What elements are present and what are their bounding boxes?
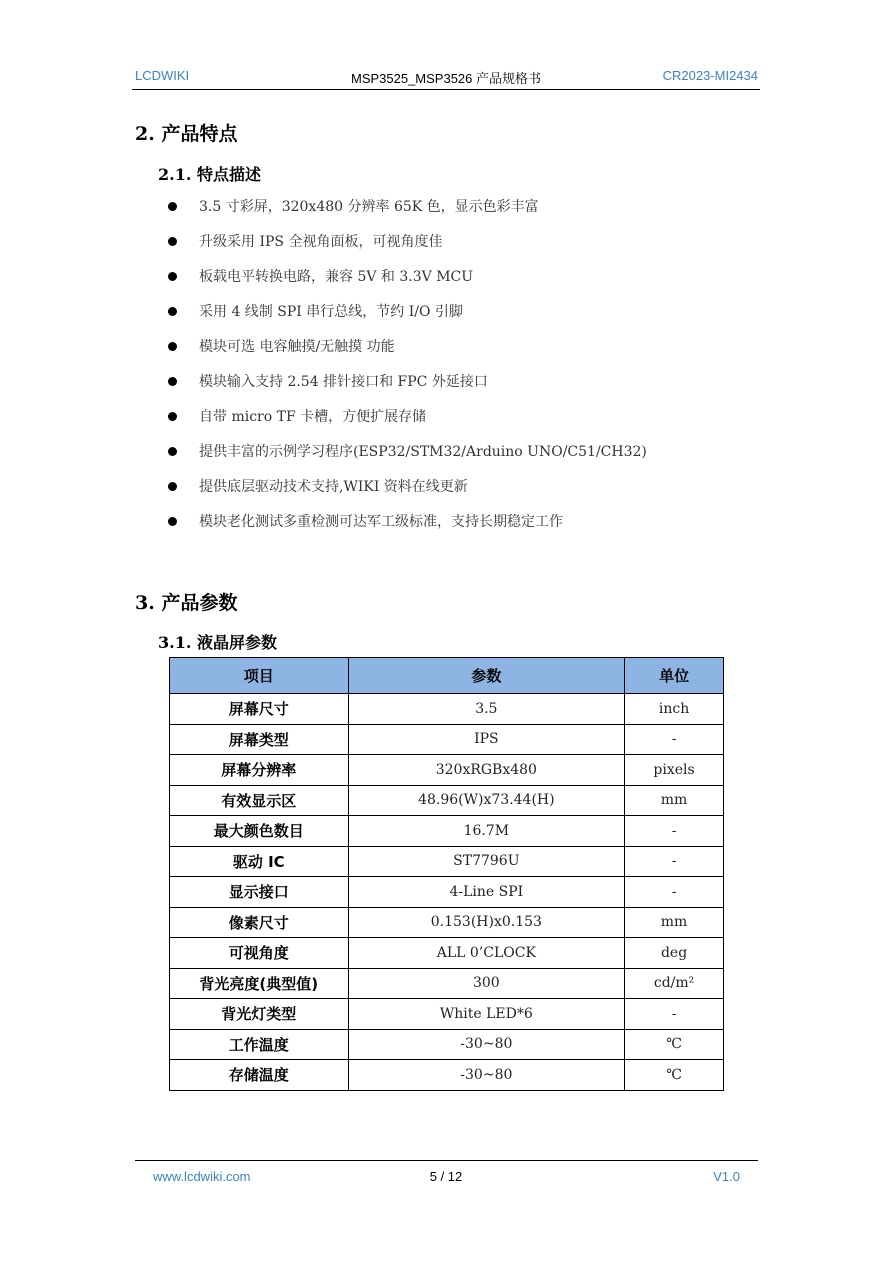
table-row bbox=[170, 938, 724, 969]
page-number: 5 / 12 bbox=[429, 1169, 463, 1184]
subsection-3-1-heading: 3.1. 液晶屏参数 bbox=[158, 633, 277, 652]
row-unit: cd/m² bbox=[625, 968, 724, 999]
row-label: 背光灯类型 bbox=[170, 999, 349, 1030]
list-item bbox=[168, 441, 647, 476]
row-unit: - bbox=[625, 724, 724, 755]
bullet-icon bbox=[168, 272, 177, 281]
feature-text: 3.5 寸彩屏，320x480 分辨率 65K 色，显示色彩丰富 bbox=[199, 199, 539, 215]
lcd-spec-table bbox=[169, 657, 724, 1091]
section-3-heading: 3. 产品参数 bbox=[135, 592, 238, 614]
row-unit: deg bbox=[625, 938, 724, 969]
feature-text: 采用 4 线制 SPI 串行总线，节约 I/O 引脚 bbox=[199, 304, 463, 320]
table-row bbox=[170, 755, 724, 786]
row-value: White LED*6 bbox=[348, 999, 625, 1030]
row-value: IPS bbox=[348, 724, 625, 755]
row-label: 可视角度 bbox=[170, 938, 349, 969]
row-unit: - bbox=[625, 877, 724, 908]
row-unit: mm bbox=[625, 907, 724, 938]
header-doc-title: MSP3525_MSP3526 产品规格书 bbox=[350, 71, 542, 86]
table-row bbox=[170, 907, 724, 938]
list-item bbox=[168, 196, 647, 231]
row-value: 48.96(W)x73.44(H) bbox=[348, 785, 625, 816]
bullet-icon bbox=[168, 202, 177, 211]
row-label: 屏幕分辨率 bbox=[170, 755, 349, 786]
row-unit: - bbox=[625, 816, 724, 847]
list-item bbox=[168, 476, 647, 511]
section-2-heading: 2. 产品特点 bbox=[135, 123, 238, 145]
header-divider bbox=[132, 89, 760, 90]
row-unit: - bbox=[625, 846, 724, 877]
row-label: 像素尺寸 bbox=[170, 907, 349, 938]
row-label: 显示接口 bbox=[170, 877, 349, 908]
table-header-row bbox=[170, 658, 724, 694]
table-row bbox=[170, 816, 724, 847]
row-value: ST7796U bbox=[348, 846, 625, 877]
bullet-icon bbox=[168, 377, 177, 386]
row-value: 0.153(H)x0.153 bbox=[348, 907, 625, 938]
header-left-brand: LCDWIKI bbox=[135, 68, 190, 83]
row-label: 有效显示区 bbox=[170, 785, 349, 816]
feature-text: 模块可选 电容触摸/无触摸 功能 bbox=[199, 339, 395, 355]
bullet-icon bbox=[168, 412, 177, 421]
row-value: 300 bbox=[348, 968, 625, 999]
list-item bbox=[168, 301, 647, 336]
column-header-parameter: 参数 bbox=[348, 658, 625, 694]
row-value: ALL 0’CLOCK bbox=[348, 938, 625, 969]
feature-text: 提供底层驱动技术支持,WIKI 资料在线更新 bbox=[199, 479, 468, 495]
list-item bbox=[168, 336, 647, 371]
footer-version: V1.0 bbox=[713, 1169, 740, 1184]
table-row bbox=[170, 968, 724, 999]
table-row bbox=[170, 694, 724, 725]
row-unit: ℃ bbox=[625, 1060, 724, 1091]
bullet-icon bbox=[168, 482, 177, 491]
bullet-icon bbox=[168, 342, 177, 351]
row-unit: inch bbox=[625, 694, 724, 725]
feature-list bbox=[168, 196, 647, 546]
row-unit: - bbox=[625, 999, 724, 1030]
feature-text: 模块输入支持 2.54 排针接口和 FPC 外延接口 bbox=[199, 374, 488, 390]
table-row bbox=[170, 724, 724, 755]
row-label: 最大颜色数目 bbox=[170, 816, 349, 847]
row-unit: pixels bbox=[625, 755, 724, 786]
row-label: 存储温度 bbox=[170, 1060, 349, 1091]
row-label: 屏幕尺寸 bbox=[170, 694, 349, 725]
row-value: 16.7M bbox=[348, 816, 625, 847]
row-label: 屏幕类型 bbox=[170, 724, 349, 755]
table-row bbox=[170, 877, 724, 908]
row-value: -30~80 bbox=[348, 1029, 625, 1060]
list-item bbox=[168, 231, 647, 266]
row-label: 背光亮度(典型值) bbox=[170, 968, 349, 999]
list-item bbox=[168, 266, 647, 301]
row-value: 320xRGBx480 bbox=[348, 755, 625, 786]
column-header-item: 项目 bbox=[170, 658, 349, 694]
subsection-2-1-heading: 2.1. 特点描述 bbox=[158, 165, 261, 184]
column-header-unit: 单位 bbox=[625, 658, 724, 694]
table-row bbox=[170, 846, 724, 877]
row-value: 4-Line SPI bbox=[348, 877, 625, 908]
footer-divider bbox=[135, 1160, 758, 1161]
bullet-icon bbox=[168, 517, 177, 526]
row-label: 驱动 IC bbox=[170, 846, 349, 877]
table-row bbox=[170, 785, 724, 816]
table-row bbox=[170, 999, 724, 1030]
row-value: -30~80 bbox=[348, 1060, 625, 1091]
table-row bbox=[170, 1029, 724, 1060]
footer-website-link[interactable]: www.lcdwiki.com bbox=[153, 1169, 251, 1184]
feature-text: 模块老化测试多重检测可达军工级标准，支持长期稳定工作 bbox=[199, 514, 563, 530]
list-item bbox=[168, 406, 647, 441]
row-label: 工作温度 bbox=[170, 1029, 349, 1060]
bullet-icon bbox=[168, 447, 177, 456]
row-unit: mm bbox=[625, 785, 724, 816]
row-value: 3.5 bbox=[348, 694, 625, 725]
feature-text: 板载电平转换电路，兼容 5V 和 3.3V MCU bbox=[199, 269, 474, 285]
list-item bbox=[168, 371, 647, 406]
table-row bbox=[170, 1060, 724, 1091]
feature-text: 自带 micro TF 卡槽，方便扩展存储 bbox=[199, 409, 427, 425]
feature-text: 升级采用 IPS 全视角面板，可视角度佳 bbox=[199, 234, 443, 250]
feature-text: 提供丰富的示例学习程序(ESP32/STM32/Arduino UNO/C51/CH32) bbox=[199, 444, 647, 460]
row-unit: ℃ bbox=[625, 1029, 724, 1060]
bullet-icon bbox=[168, 307, 177, 316]
list-item bbox=[168, 511, 647, 546]
bullet-icon bbox=[168, 237, 177, 246]
header-doc-number: CR2023-MI2434 bbox=[662, 68, 758, 83]
